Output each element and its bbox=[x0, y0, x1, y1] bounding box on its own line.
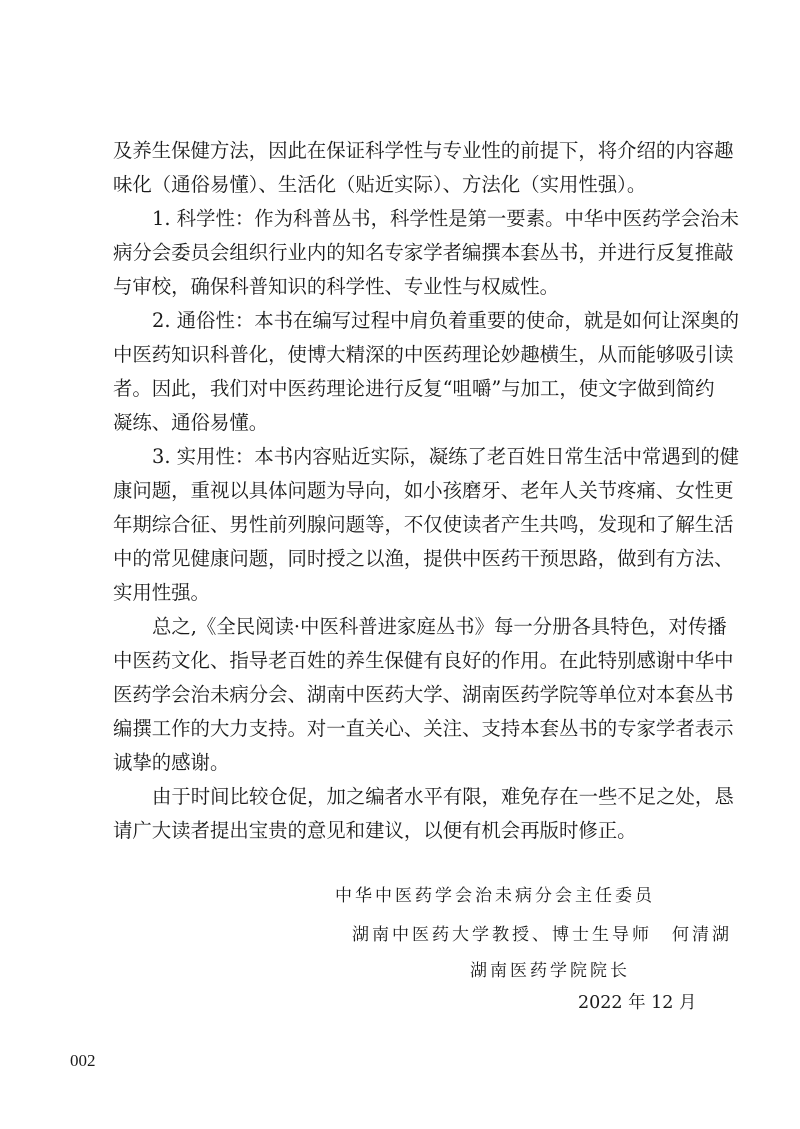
text-line: 总之,《全民阅读·中医科普进家庭丛书》每一分册各具特色，对传播 bbox=[152, 615, 727, 638]
text-line: 中的常见健康问题，同时授之以渔，提供中医药干预思路，做到有方法、 bbox=[113, 547, 734, 570]
signature-title-2: 湖南中医药大学教授、博士生导师 何清湖 bbox=[352, 925, 732, 945]
paragraph-closing bbox=[113, 780, 734, 848]
text-line: 凝练、通俗易懂。 bbox=[113, 411, 269, 434]
paragraph-popular bbox=[113, 304, 739, 440]
text-line: 实用性强。 bbox=[113, 581, 210, 604]
text-line: 1. 科学性：作为科普丛书，科学性是第一要素。中华中医药学会治未 bbox=[152, 207, 739, 230]
text-line: 医药学会治未病分会、湖南中医药大学、湖南医药学院等单位对本套丛书 bbox=[113, 683, 734, 706]
text-line: 中医药文化、指导老百姓的养生保健有良好的作用。在此特别感谢中华中 bbox=[113, 649, 734, 672]
text-line: 年期综合征、男性前列腺问题等，不仅使读者产生共鸣，发现和了解生活 bbox=[113, 513, 734, 536]
text-line: 诚挚的感谢。 bbox=[113, 751, 230, 774]
text-line: 编撰工作的大力支持。对一直关心、关注、支持本套丛书的专家学者表示 bbox=[113, 717, 734, 740]
text-line: 味化（通俗易懂）、生活化（贴近实际）、方法化（实用性强）。 bbox=[113, 173, 647, 196]
text-line: 由于时间比较仓促，加之编者水平有限，难免存在一些不足之处，恳 bbox=[152, 785, 734, 808]
body-text bbox=[113, 134, 739, 848]
text-line: 与审校，确保科普知识的科学性、专业性与权威性。 bbox=[113, 275, 559, 298]
text-line: 者。因此，我们对中医药理论进行反复“咀嚼”与加工，使文字做到简约 bbox=[113, 377, 715, 400]
paragraph-practical bbox=[113, 440, 739, 610]
page-number: 002 bbox=[70, 1051, 96, 1070]
text-line: 请广大读者提出宝贵的意见和建议，以便有机会再版时修正。 bbox=[113, 819, 637, 842]
signature-title-3: 湖南医药学院院长 bbox=[470, 961, 630, 981]
text-line: 康问题，重视以具体问题为导向，如小孩磨牙、老年人关节疼痛、女性更 bbox=[113, 479, 734, 502]
text-line: 2. 通俗性：本书在编写过程中肩负着重要的使命，就是如何让深奥的 bbox=[152, 309, 739, 332]
text-line: 及养生保健方法，因此在保证科学性与专业性的前提下，将介绍的内容趣 bbox=[113, 139, 734, 162]
text-line: 3. 实用性：本书内容贴近实际，凝练了老百姓日常生活中常遇到的健 bbox=[152, 445, 739, 468]
paragraph-summary bbox=[113, 610, 734, 780]
text-line: 中医药知识科普化，使博大精深的中医药理论妙趣横生，从而能够吸引读 bbox=[113, 343, 734, 366]
text-line: 病分会委员会组织行业内的知名专家学者编撰本套丛书，并进行反复推敲 bbox=[113, 241, 734, 264]
signature-date: 2022 年 12 月 bbox=[578, 993, 697, 1013]
paragraph-scientific bbox=[113, 202, 739, 304]
signature-title-1: 中华中医药学会治未病分会主任委员 bbox=[335, 886, 655, 906]
paragraph bbox=[113, 134, 734, 202]
